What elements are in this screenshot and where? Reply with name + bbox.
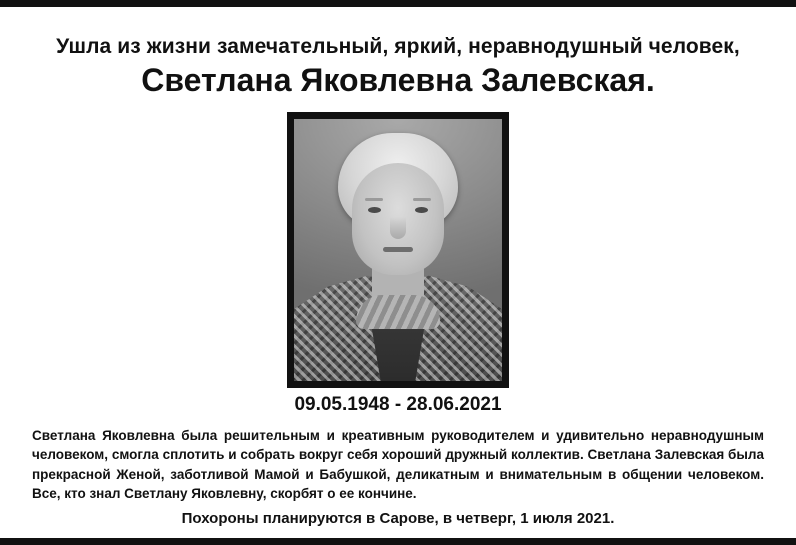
photo-scarf (356, 295, 440, 329)
portrait-container (28, 112, 768, 388)
photo-mouth (383, 247, 413, 252)
portrait-frame (287, 112, 509, 388)
life-dates: 09.05.1948 - 28.06.2021 (294, 394, 502, 416)
photo-nose (390, 217, 406, 239)
deceased-name: Светлана Яковлевна Залевская. (141, 62, 655, 99)
memorial-text (32, 426, 764, 503)
photo-eyebrow-right (413, 198, 431, 201)
funeral-details: Похороны планируются в Сарове, в четверг, 1 июля 2021. (181, 509, 615, 527)
memorial-paragraph: Светлана Яковлевна была решительным и креативным руководителем и удивительно неравнодушным человеком, смогла сплотить и собрать вокруг себя хороший дружный коллектив. Светлана Залевская была прекрасной Женой, заботливой Мамой и Бабушкой, деликатным и внимательным в общении человеком. Все, кто знал Светлану Яковлевну, скорбят о ее кончине. (32, 428, 764, 501)
photo-eyebrow-left (365, 198, 383, 201)
portrait-photo (294, 119, 502, 381)
headline-primary: Ушла из жизни замечательный, яркий, неравнодушный человек, (56, 35, 740, 58)
